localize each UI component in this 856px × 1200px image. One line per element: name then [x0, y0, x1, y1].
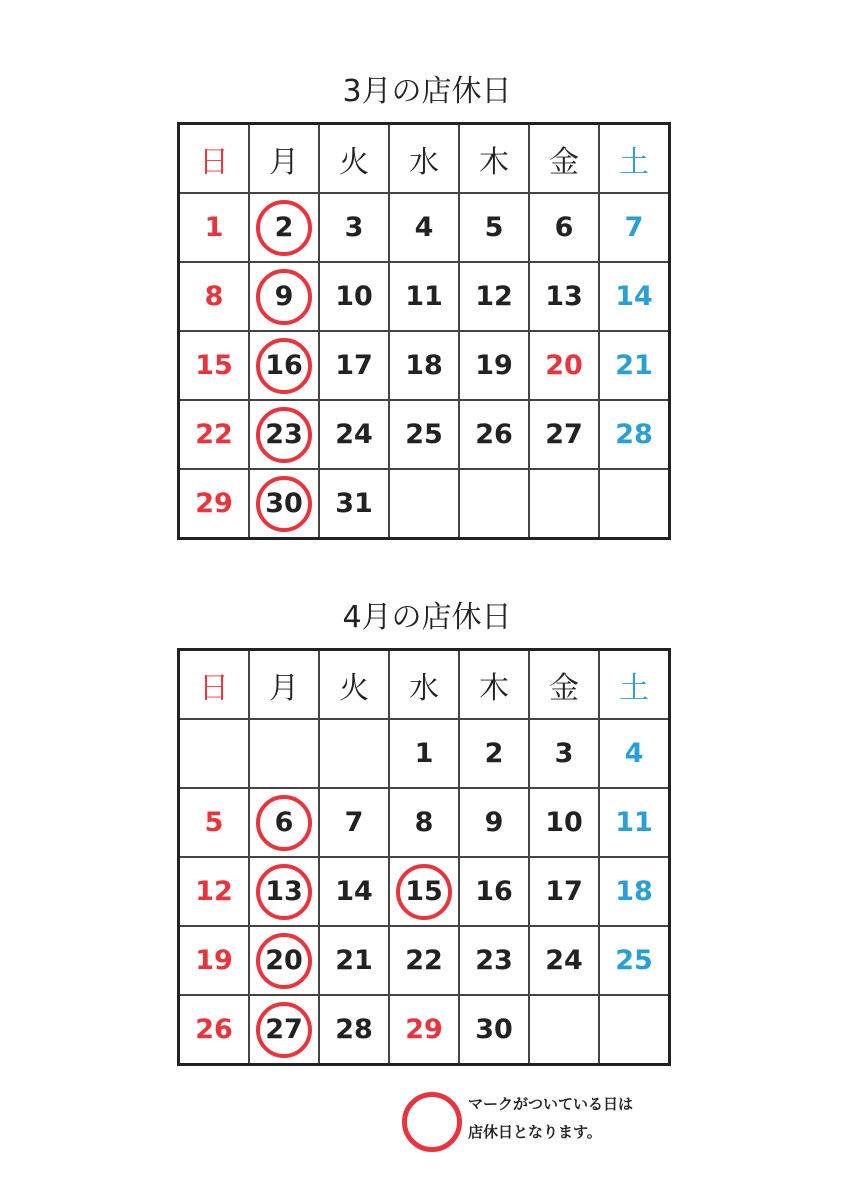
day-cell: [459, 400, 529, 469]
weekday-header: 火: [319, 650, 389, 720]
day-number: 8: [414, 807, 434, 838]
day-number: 31: [335, 488, 373, 519]
day-number: 5: [484, 212, 504, 243]
day-cell: [529, 719, 599, 788]
day-cell: [179, 857, 250, 926]
day-cell: [529, 926, 599, 995]
week-row: [179, 193, 670, 262]
day-cell: [529, 193, 599, 262]
holiday-circle-icon: [402, 1092, 462, 1152]
week-row: [179, 788, 670, 857]
day-number: 18: [405, 350, 443, 381]
april-calendar: [177, 598, 677, 1066]
day-number: 30: [475, 1014, 513, 1045]
day-cell: [179, 926, 250, 995]
legend-line-1: マークがついている日は: [468, 1095, 634, 1113]
day-cell: [319, 262, 389, 331]
day-number: 17: [335, 350, 373, 381]
day-number: 17: [545, 876, 583, 907]
holiday-day-number: 9: [256, 269, 312, 325]
weekday-header: 日: [179, 650, 250, 720]
day-number: 19: [475, 350, 513, 381]
day-number: 13: [545, 281, 583, 312]
holiday-day-number: 20: [256, 933, 312, 989]
day-cell: [389, 331, 459, 400]
day-cell: [459, 995, 529, 1065]
day-cell: [529, 331, 599, 400]
legend-line-2: 店休日となります。: [468, 1123, 602, 1141]
day-cell: [389, 719, 459, 788]
day-cell: [459, 262, 529, 331]
day-number: 14: [335, 876, 373, 907]
empty-cell: [319, 719, 389, 788]
holiday-day-number: 16: [256, 338, 312, 394]
day-cell: [389, 788, 459, 857]
day-cell-holiday: [249, 788, 319, 857]
legend: [400, 1090, 700, 1150]
day-cell: [599, 857, 670, 926]
day-number: 1: [414, 738, 434, 769]
day-number: 15: [195, 350, 233, 381]
day-cell-holiday: [249, 926, 319, 995]
weekday-header: 金: [529, 124, 599, 194]
day-cell-holiday: [249, 400, 319, 469]
day-number: 20: [545, 350, 583, 381]
day-number: 22: [195, 419, 233, 450]
holiday-day-number: 15: [396, 864, 452, 920]
day-cell: [459, 857, 529, 926]
day-number: 9: [484, 807, 504, 838]
day-cell: [179, 331, 250, 400]
day-number: 12: [195, 876, 233, 907]
day-number: 19: [195, 945, 233, 976]
day-cell: [459, 926, 529, 995]
holiday-day-number: 2: [256, 200, 312, 256]
day-cell: [389, 995, 459, 1065]
day-cell: [179, 469, 250, 539]
day-cell: [319, 857, 389, 926]
day-number: 21: [335, 945, 373, 976]
day-number: 7: [344, 807, 364, 838]
week-row: [179, 995, 670, 1065]
day-cell: [179, 995, 250, 1065]
day-cell: [319, 788, 389, 857]
day-number: 1: [204, 212, 224, 243]
day-cell: [179, 788, 250, 857]
day-number: 28: [615, 419, 653, 450]
day-number: 25: [405, 419, 443, 450]
day-number: 22: [405, 945, 443, 976]
week-row: [179, 469, 670, 539]
day-cell: [529, 400, 599, 469]
legend-text: [468, 1090, 633, 1146]
week-row: [179, 719, 670, 788]
day-number: 2: [484, 738, 504, 769]
day-number: 25: [615, 945, 653, 976]
day-cell: [599, 719, 670, 788]
week-row: [179, 926, 670, 995]
day-cell: [599, 331, 670, 400]
day-cell: [319, 193, 389, 262]
day-number: 26: [475, 419, 513, 450]
day-cell: [529, 788, 599, 857]
day-cell: [179, 193, 250, 262]
day-cell: [599, 262, 670, 331]
day-number: 3: [344, 212, 364, 243]
calendar-grid: [177, 648, 671, 1066]
day-cell: [599, 926, 670, 995]
day-cell: [459, 331, 529, 400]
weekday-header: 日: [179, 124, 250, 194]
day-cell: [319, 926, 389, 995]
day-cell: [389, 400, 459, 469]
day-cell-holiday: [249, 331, 319, 400]
day-cell: [319, 469, 389, 539]
weekday-header: 土: [599, 650, 670, 720]
weekday-header: 木: [459, 124, 529, 194]
day-cell: [389, 193, 459, 262]
empty-cell: [249, 719, 319, 788]
day-number: 6: [554, 212, 574, 243]
day-cell-holiday: [249, 193, 319, 262]
day-number: 7: [624, 212, 644, 243]
day-number: 24: [545, 945, 583, 976]
day-number: 27: [545, 419, 583, 450]
calendar-grid: [177, 122, 671, 540]
day-cell: [459, 719, 529, 788]
day-cell-holiday: [249, 857, 319, 926]
month-title: 3月の店休日: [342, 74, 512, 109]
holiday-day-number: 30: [256, 476, 312, 532]
day-cell: [459, 193, 529, 262]
day-number: 24: [335, 419, 373, 450]
weekday-header: 金: [529, 650, 599, 720]
weekday-header: 火: [319, 124, 389, 194]
day-number: 16: [475, 876, 513, 907]
day-number: 10: [335, 281, 373, 312]
day-number: 11: [405, 281, 443, 312]
day-cell: [389, 262, 459, 331]
holiday-day-number: 13: [256, 864, 312, 920]
day-number: 3: [554, 738, 574, 769]
empty-cell: [529, 469, 599, 539]
day-cell-holiday: [249, 262, 319, 331]
weekday-header: 月: [249, 650, 319, 720]
day-number: 8: [204, 281, 224, 312]
day-cell: [319, 995, 389, 1065]
day-cell-holiday: [249, 469, 319, 539]
day-number: 28: [335, 1014, 373, 1045]
day-cell-holiday: [249, 995, 319, 1065]
empty-cell: [179, 719, 250, 788]
holiday-day-number: 6: [256, 795, 312, 851]
day-cell: [599, 788, 670, 857]
empty-cell: [599, 995, 670, 1065]
day-number: 23: [475, 945, 513, 976]
week-row: [179, 331, 670, 400]
weekday-header: 月: [249, 124, 319, 194]
week-row: [179, 400, 670, 469]
day-number: 18: [615, 876, 653, 907]
holiday-day-number: 23: [256, 407, 312, 463]
day-number: 4: [414, 212, 434, 243]
day-number: 29: [195, 488, 233, 519]
empty-cell: [459, 469, 529, 539]
weekday-header: 土: [599, 124, 670, 194]
day-cell: [179, 262, 250, 331]
weekday-header-row: [179, 650, 670, 720]
day-cell: [319, 400, 389, 469]
day-cell: [389, 926, 459, 995]
week-row: [179, 262, 670, 331]
weekday-header: 水: [389, 124, 459, 194]
day-cell: [599, 193, 670, 262]
day-number: 29: [405, 1014, 443, 1045]
weekday-header-row: [179, 124, 670, 194]
day-number: 21: [615, 350, 653, 381]
march-calendar: [177, 72, 677, 540]
empty-cell: [389, 469, 459, 539]
day-cell-holiday: [389, 857, 459, 926]
day-number: 14: [615, 281, 653, 312]
day-number: 5: [204, 807, 224, 838]
empty-cell: [599, 469, 670, 539]
day-number: 26: [195, 1014, 233, 1045]
day-number: 4: [624, 738, 644, 769]
day-cell: [319, 331, 389, 400]
month-title: 4月の店休日: [342, 600, 512, 635]
day-cell: [529, 857, 599, 926]
day-cell: [179, 400, 250, 469]
week-row: [179, 857, 670, 926]
day-number: 12: [475, 281, 513, 312]
day-cell: [529, 262, 599, 331]
empty-cell: [529, 995, 599, 1065]
day-cell: [459, 788, 529, 857]
day-number: 11: [615, 807, 653, 838]
weekday-header: 木: [459, 650, 529, 720]
holiday-day-number: 27: [256, 1002, 312, 1058]
day-cell: [599, 400, 670, 469]
day-number: 10: [545, 807, 583, 838]
weekday-header: 水: [389, 650, 459, 720]
